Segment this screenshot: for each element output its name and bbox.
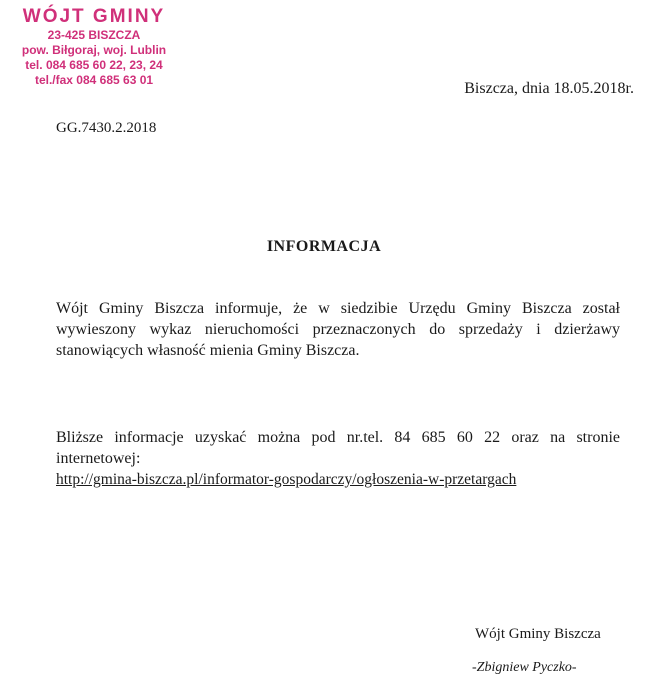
stamp-title: WÓJT GMINY: [22, 6, 166, 27]
stamp-phone: tel. 084 685 60 22, 23, 24: [25, 58, 163, 72]
stamp-address: 23-425 BISZCZA: [47, 28, 141, 42]
contact-paragraph: [56, 427, 620, 490]
signature-name: -Zbigniew Pyczko-: [472, 660, 577, 675]
document-title: INFORMACJA: [266, 238, 382, 255]
signature-title: Wójt Gminy Biszcza: [475, 626, 601, 642]
stamp-fax: tel./fax 084 685 63 01: [34, 73, 154, 87]
announcement-paragraph: Wójt Gminy Biszcza informuje, że w siedzibie Urzędu Gminy Biszcza został wywieszony wykaz nieruchomości przeznaczonych do sprzedaży i dzierżawy stanowiących własność mienia Gminy Biszcza.: [56, 300, 620, 359]
website-link[interactable]: http://gmina-biszcza.pl/informator-gospodarczy/ogłoszenia-w-przetargach: [56, 471, 517, 488]
stamp-county: pow. Biłgoraj, woj. Lublin: [21, 43, 167, 57]
document-date: Biszcza, dnia 18.05.2018r.: [464, 80, 634, 97]
reference-number: GG.7430.2.2018: [56, 120, 157, 136]
contact-text: Bliższe informacje uzyskać można pod nr.tel. 84 685 60 22 oraz na stronie internetowej:: [56, 429, 620, 467]
official-stamp: [6, 6, 182, 88]
